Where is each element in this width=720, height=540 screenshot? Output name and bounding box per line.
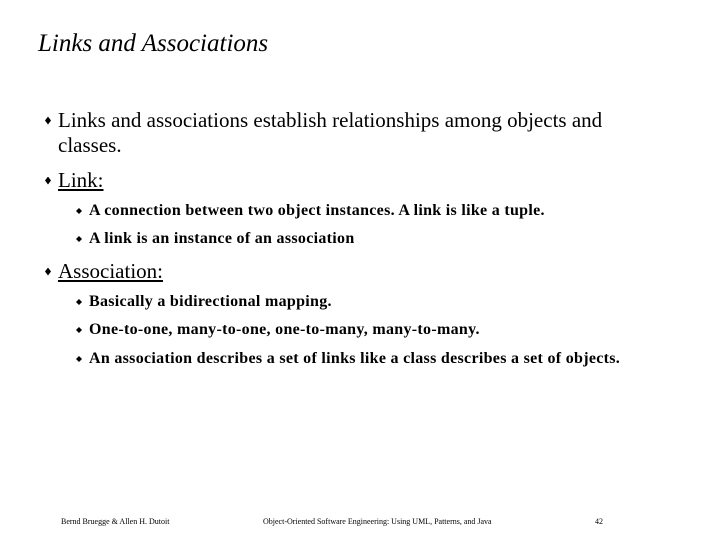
sub-bullet-association-1-text: Basically a bidirectional mapping. xyxy=(89,293,332,310)
sub-bullet-association-2-text: One-to-one, many-to-one, one-to-many, many-to-many. xyxy=(89,321,480,338)
small-diamond-bullet-icon xyxy=(71,348,87,370)
sub-bullet-association-3-text: An association describes a set of links like a class describes a set of objects. xyxy=(89,350,621,367)
sub-bullet-link-1 xyxy=(71,200,661,222)
sub-bullet-association-1 xyxy=(71,291,661,313)
small-diamond-bullet-icon xyxy=(71,291,87,313)
sub-bullet-association-3 xyxy=(71,348,661,370)
bullet-intro xyxy=(38,108,658,158)
small-diamond-bullet-icon xyxy=(71,200,87,222)
diamond-bullet-icon xyxy=(38,259,58,284)
sub-bullet-association-2 xyxy=(71,319,661,341)
footer-book-title: Object-Oriented Software Engineering: Using UML, Patterns, and Java xyxy=(263,517,492,526)
bullet-association-heading: Association: xyxy=(58,259,163,283)
bullet-association xyxy=(38,259,658,284)
small-diamond-bullet-icon xyxy=(71,319,87,341)
bullet-link xyxy=(38,168,658,193)
bullet-intro-text: Links and associations establish relationships among objects and classes. xyxy=(58,108,603,157)
sub-bullet-link-2-text: A link is an instance of an association xyxy=(89,230,355,247)
sub-bullet-link-2 xyxy=(71,228,661,250)
bullet-link-heading: Link: xyxy=(58,168,104,192)
diamond-bullet-icon xyxy=(38,168,58,193)
small-diamond-bullet-icon xyxy=(71,228,87,250)
sub-bullet-link-1-text: A connection between two object instances. A link is like a tuple. xyxy=(89,202,545,219)
footer-page-number: 42 xyxy=(595,517,603,526)
slide-title: Links and Associations xyxy=(38,30,269,57)
footer-authors: Bernd Bruegge & Allen H. Dutoit xyxy=(61,517,170,526)
diamond-bullet-icon xyxy=(38,108,58,133)
